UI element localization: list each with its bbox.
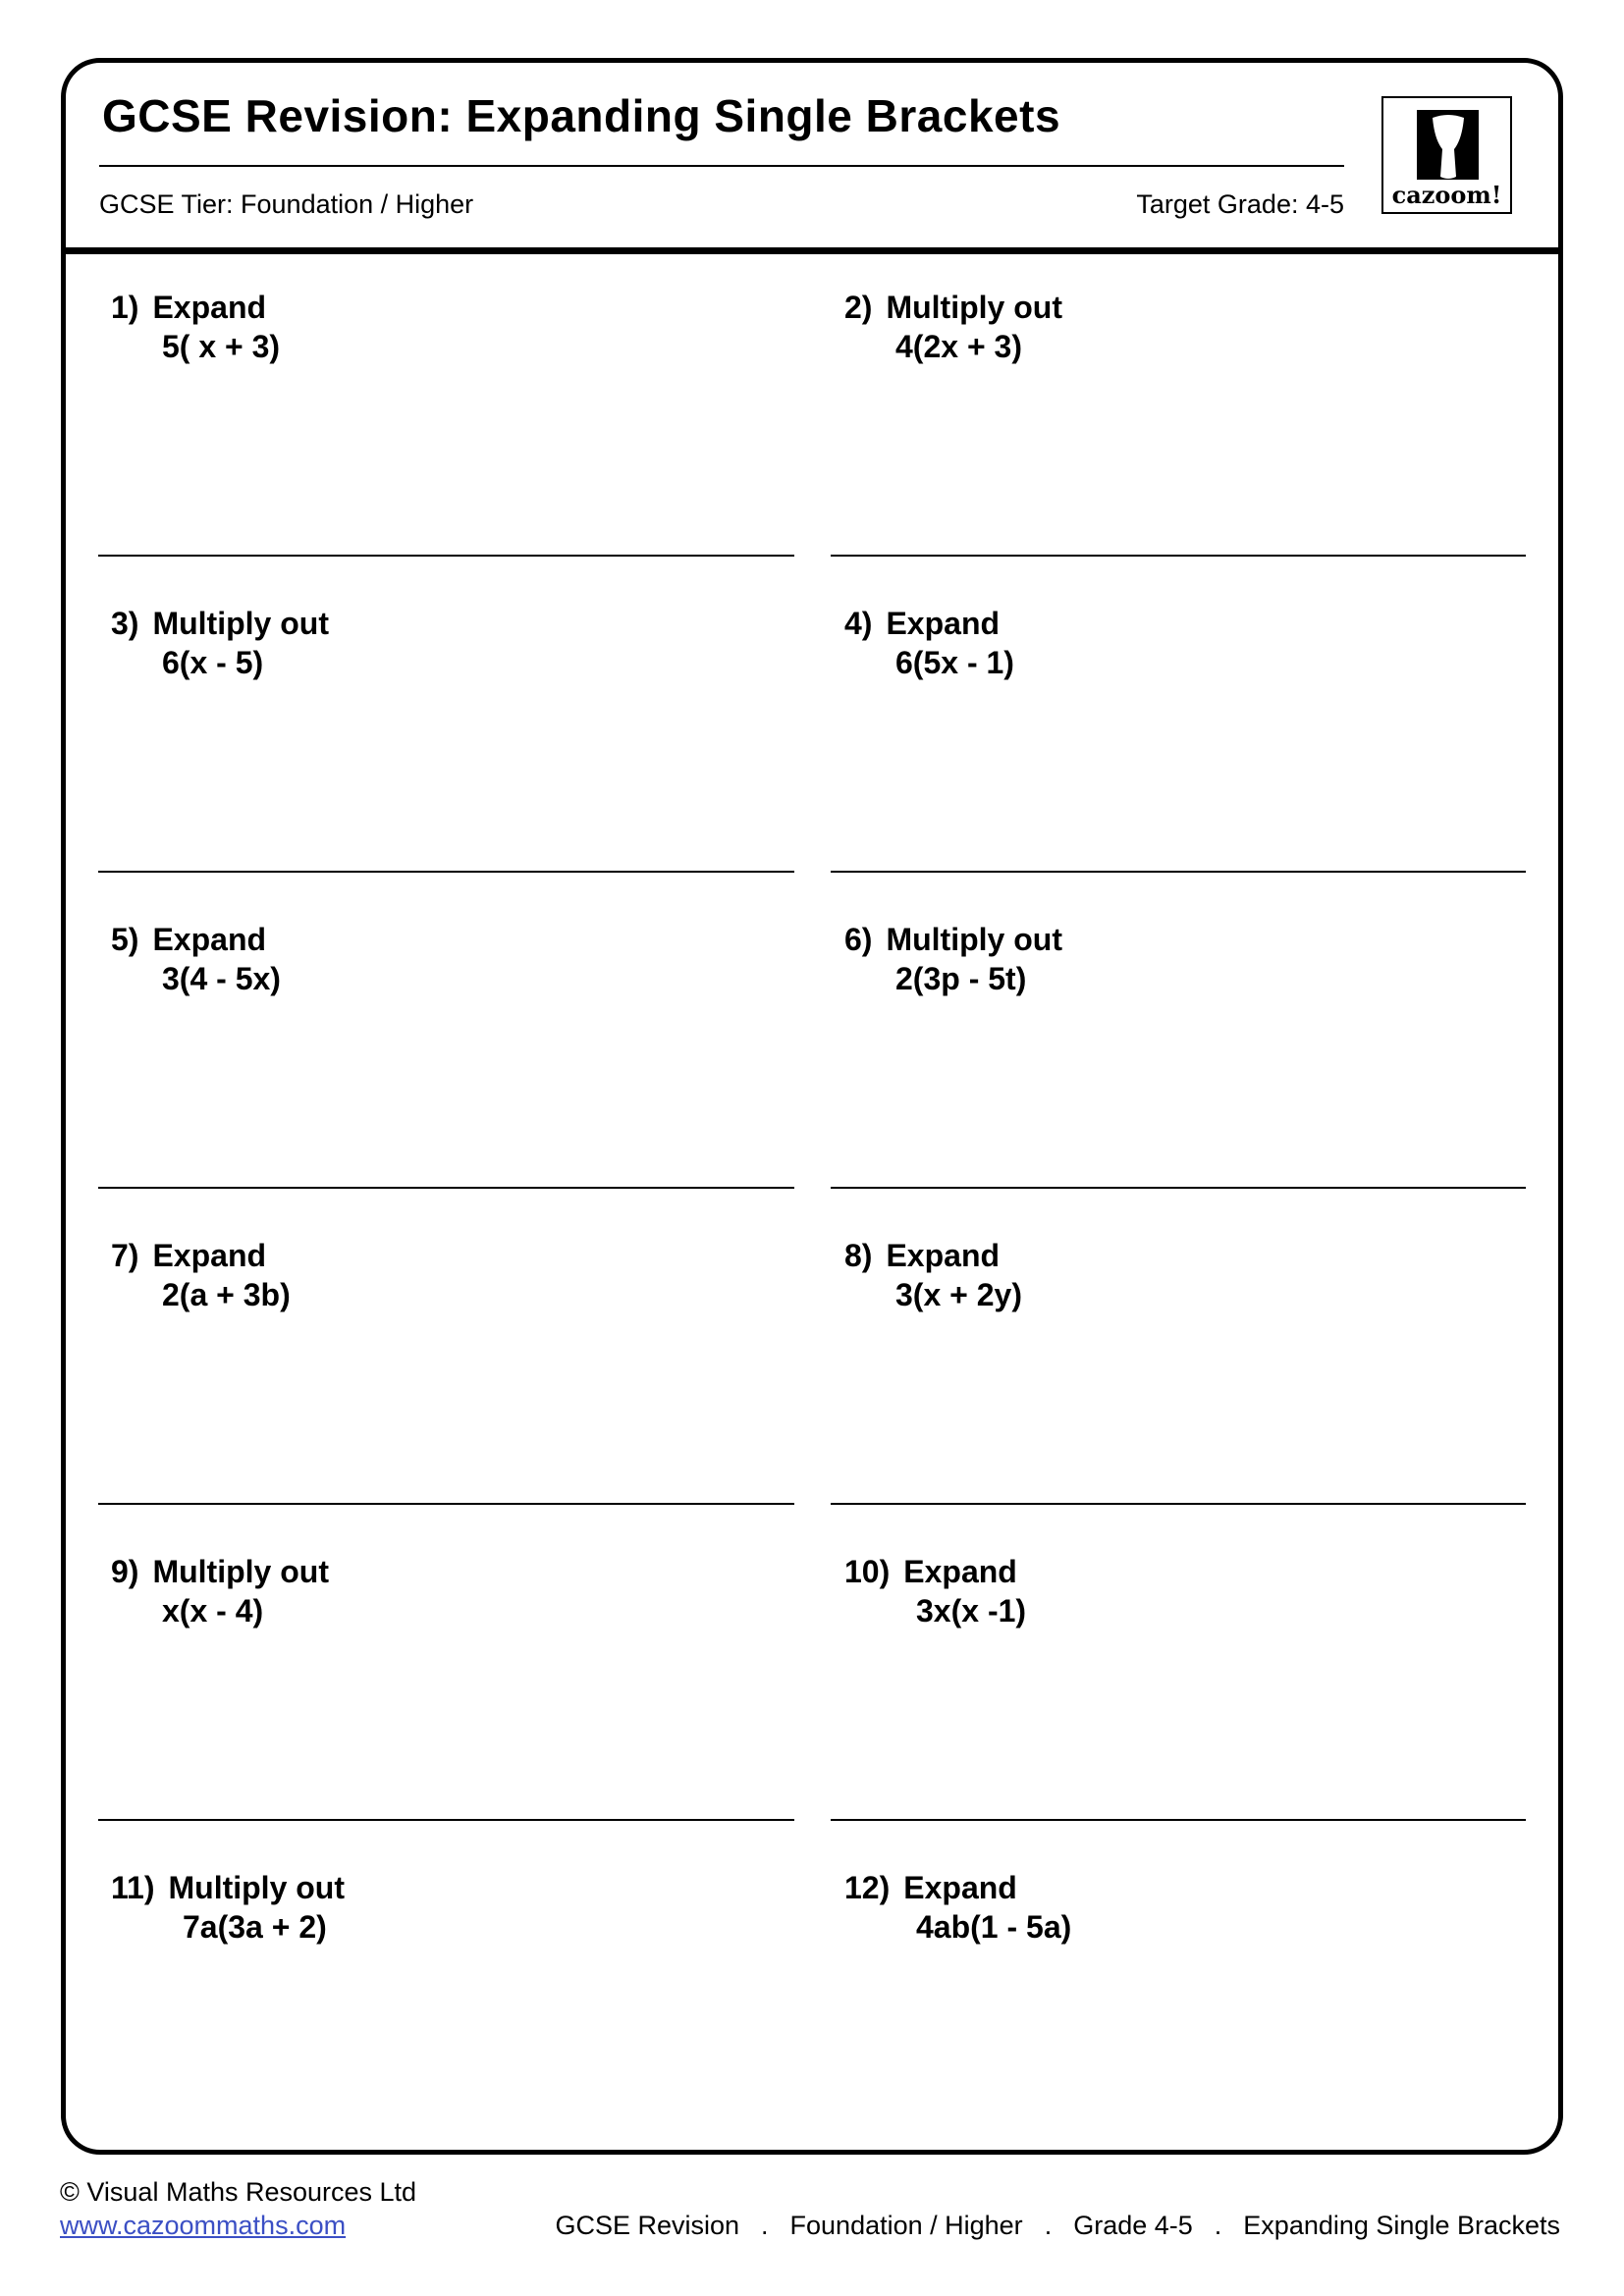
problem-number: 7) bbox=[111, 1238, 139, 1273]
problem-expression: 6(x - 5) bbox=[162, 645, 264, 680]
problem-number: 2) bbox=[844, 290, 873, 325]
copyright-notice: © Visual Maths Resources Ltd bbox=[60, 2177, 417, 2207]
breadcrumb-item: Foundation / Higher bbox=[789, 2211, 1023, 2240]
page-title: GCSE Revision: Expanding Single Brackets bbox=[102, 90, 1061, 141]
problem-expression: x(x - 4) bbox=[162, 1593, 264, 1629]
problem-instruction: Expand bbox=[152, 922, 267, 957]
problem-number: 9) bbox=[111, 1554, 139, 1589]
problem-number: 3) bbox=[111, 606, 139, 641]
answer-line bbox=[98, 1187, 794, 1189]
problem-number: 5) bbox=[111, 922, 139, 957]
problem-expression: 3x(x -1) bbox=[916, 1593, 1027, 1629]
problem-number: 6) bbox=[844, 922, 873, 957]
problem-instruction: Expand bbox=[152, 1238, 267, 1273]
answer-line bbox=[831, 555, 1526, 557]
problem-expression: 2(a + 3b) bbox=[162, 1277, 291, 1312]
problem-instruction: Expand bbox=[886, 606, 1001, 641]
problem-instruction: Multiply out bbox=[152, 1554, 329, 1589]
problem-expression: 4ab(1 - 5a) bbox=[916, 1909, 1072, 1945]
tier-label: GCSE Tier: Foundation / Higher bbox=[99, 189, 474, 219]
problem-instruction: Expand bbox=[903, 1870, 1017, 1905]
answer-line bbox=[831, 871, 1526, 873]
answer-line bbox=[831, 1187, 1526, 1189]
problem-number: 4) bbox=[844, 606, 873, 641]
answer-line bbox=[831, 1819, 1526, 1821]
website-link[interactable]: www.cazoommaths.com bbox=[60, 2211, 347, 2240]
answer-line bbox=[98, 555, 794, 557]
problem-number: 1) bbox=[111, 290, 139, 325]
problem-instruction: Expand bbox=[886, 1238, 1001, 1273]
problem-instruction: Multiply out bbox=[886, 290, 1062, 325]
problem-instruction: Multiply out bbox=[152, 606, 329, 641]
answer-line bbox=[98, 1503, 794, 1505]
problem-instruction: Multiply out bbox=[886, 922, 1062, 957]
breadcrumb-separator: . bbox=[1214, 2211, 1222, 2240]
breadcrumb-item: GCSE Revision bbox=[555, 2211, 740, 2240]
problem-expression: 6(5x - 1) bbox=[895, 645, 1014, 680]
problem-expression: 2(3p - 5t) bbox=[895, 961, 1027, 996]
problem-number: 10) bbox=[844, 1554, 891, 1589]
breadcrumb-item: Expanding Single Brackets bbox=[1243, 2211, 1560, 2240]
breadcrumb-item: Grade 4-5 bbox=[1073, 2211, 1193, 2240]
answer-line bbox=[98, 871, 794, 873]
answer-line bbox=[98, 1819, 794, 1821]
problem-expression: 4(2x + 3) bbox=[895, 329, 1022, 364]
problem-number: 8) bbox=[844, 1238, 873, 1273]
breadcrumb-separator: . bbox=[1044, 2211, 1053, 2240]
problem-instruction: Expand bbox=[903, 1554, 1017, 1589]
problem-expression: 7a(3a + 2) bbox=[183, 1909, 327, 1945]
footer-breadcrumb bbox=[555, 2211, 1560, 2241]
problem-number: 12) bbox=[844, 1870, 891, 1905]
header-rule bbox=[63, 247, 1561, 254]
cazoom-logo bbox=[1381, 96, 1512, 214]
breadcrumb-separator: . bbox=[761, 2211, 769, 2240]
problem-expression: 3(4 - 5x) bbox=[162, 961, 281, 996]
answer-line bbox=[831, 1503, 1526, 1505]
problem-expression: 5( x + 3) bbox=[162, 329, 281, 364]
problem-expression: 3(x + 2y) bbox=[895, 1277, 1022, 1312]
title-divider bbox=[99, 165, 1344, 167]
worksheet-frame bbox=[61, 58, 1563, 2155]
problem-number: 11) bbox=[111, 1870, 155, 1905]
target-grade-label: Target Grade: 4-5 bbox=[1136, 189, 1344, 219]
problem-instruction: Expand bbox=[152, 290, 267, 325]
problem-instruction: Multiply out bbox=[168, 1870, 345, 1905]
logo-wordmark: cazoom! bbox=[1391, 181, 1502, 209]
